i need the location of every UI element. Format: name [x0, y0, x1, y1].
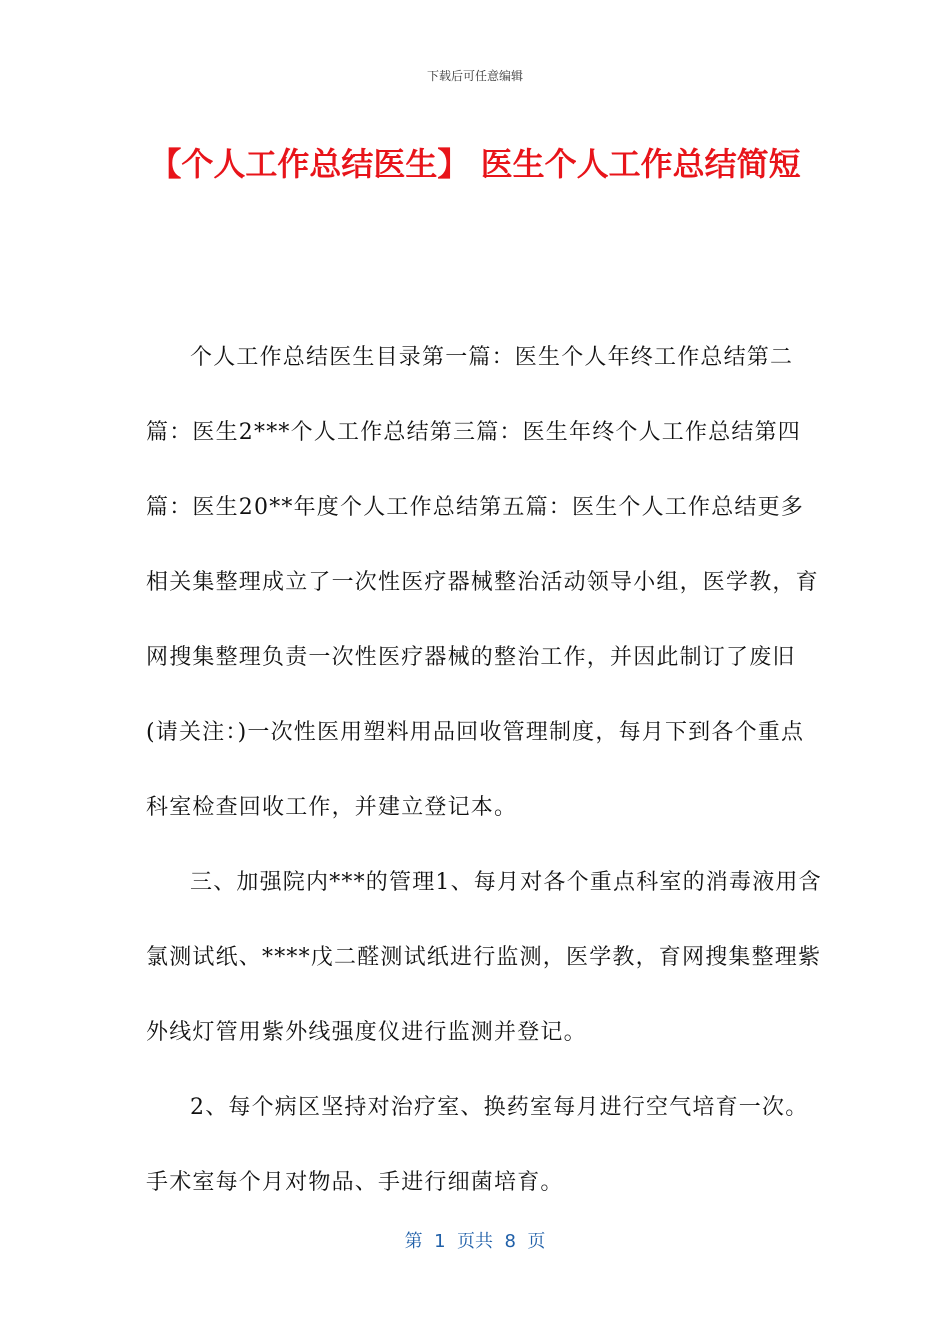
paragraph-1: 个人工作总结医生目录第一篇：医生个人年终工作总结第二篇：医生2***个人工作总结第三篇：医生年终个人工作总结第四篇：医生20**年度个人工作总结第五篇：医生个人工作总结更多相关集整理成立了一次性医疗器械整治活动领导小组，医学教，育网搜集整理负责一次性医疗器械的整治工作，并因此制订了废旧(请关注：)一次性医用塑料用品回收管理制度，每月下到各个重点科室检查回收工作，并建立登记本。 — [146, 345, 819, 820]
header-note: 下载后可任意编辑 — [426, 69, 523, 83]
document-title: 【个人工作总结医生】 医生个人工作总结简短 — [149, 145, 801, 183]
page-number-footer: 第 1 页共 8 页 — [404, 1231, 546, 1252]
paragraph-3: 2、每个病区坚持对治疗室、换药室每月进行空气培育一次。手术室每个月对物品、手进行细菌培育。 — [146, 1095, 809, 1195]
document-body — [146, 320, 826, 1220]
paragraph-2: 三、加强院内***的管理1、每月对各个重点科室的消毒液用含氯测试纸、****戊二醛测试纸进行监测，医学教，育网搜集整理紫外线灯管用紫外线强度仪进行监测并登记。 — [146, 870, 822, 1045]
